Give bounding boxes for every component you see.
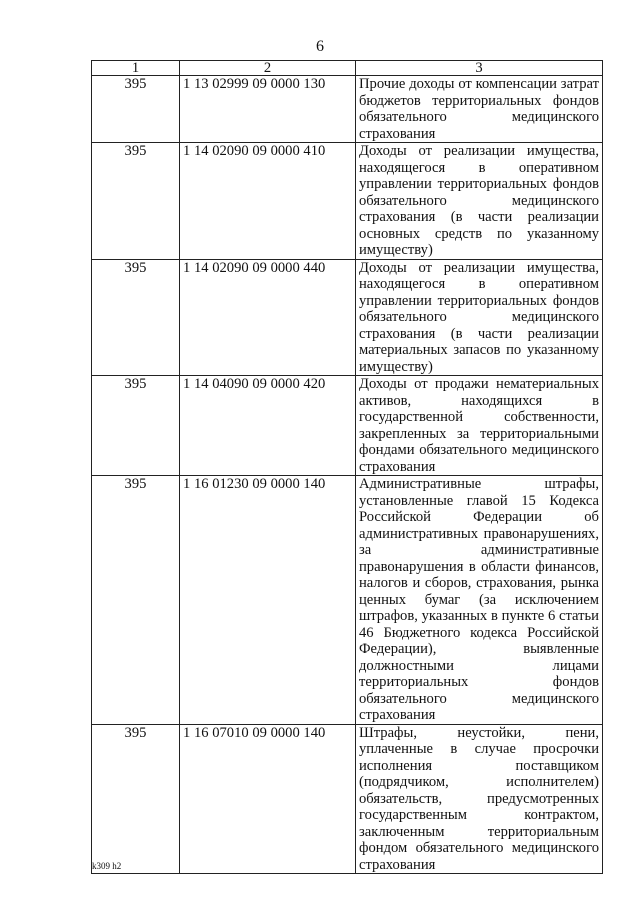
admin-code-cell: 395: [92, 376, 180, 476]
budget-code-cell: 1 13 02999 09 0000 130: [180, 76, 356, 143]
table-row: [92, 724, 603, 874]
admin-code-cell: 395: [92, 76, 180, 143]
description-cell: Прочие доходы от компенсации затрат бюджетов территориальных фондов обязательного медицинского страхования: [356, 76, 603, 143]
table-row: [92, 143, 603, 260]
description-cell: Административные штрафы, установленные главой 15 Кодекса Российской Федерации об административных правонарушениях, за административные правонарушения в области финансов, налогов и сборов, страхования, рынка ценных бумаг (за исключением штрафов, указанных в пункте 6 статьи 46 Бюджетного кодекса Российской Федерации), выявленные должностными лицами территориальных фондов обязательного медицинского страхования: [356, 476, 603, 725]
budget-code-cell: 1 16 01230 09 0000 140: [180, 476, 356, 725]
description-cell: Доходы от реализации имущества, находящегося в оперативном управлении территориальных фондов обязательного медицинского страхования (в части реализации материальных запасов по указанному имуществу): [356, 259, 603, 376]
column-header-1: 1: [92, 61, 180, 76]
description-cell: Доходы от продажи нематериальных активов, находящихся в государственной собственности, закрепленных за территориальными фондами обязательного медицинского страхования: [356, 376, 603, 476]
budget-classification-table: [91, 60, 603, 874]
table-row: [92, 376, 603, 476]
table-row: [92, 76, 603, 143]
budget-code-cell: 1 16 07010 09 0000 140: [180, 724, 356, 874]
description-cell: Доходы от реализации имущества, находящегося в оперативном управлении территориальных фондов обязательного медицинского страхования (в части реализации основных средств по указанному имуществу): [356, 143, 603, 260]
column-header-3: 3: [356, 61, 603, 76]
column-header-2: 2: [180, 61, 356, 76]
document-footer-code: k309 h2: [92, 861, 122, 871]
admin-code-cell: 395: [92, 259, 180, 376]
table-row: [92, 259, 603, 376]
budget-code-cell: 1 14 02090 09 0000 440: [180, 259, 356, 376]
page-number: 6: [316, 38, 324, 55]
table-header-row: [92, 61, 603, 76]
description-cell: Штрафы, неустойки, пени, уплаченные в случае просрочки исполнения поставщиком (подрядчиком, исполнителем) обязательств, предусмотренных государственным контрактом, заключенным территориальным фондом обязательного медицинского страхования: [356, 724, 603, 874]
admin-code-cell: 395: [92, 724, 180, 874]
budget-code-cell: 1 14 04090 09 0000 420: [180, 376, 356, 476]
table-row: [92, 476, 603, 725]
admin-code-cell: 395: [92, 143, 180, 260]
admin-code-cell: 395: [92, 476, 180, 725]
budget-code-cell: 1 14 02090 09 0000 410: [180, 143, 356, 260]
